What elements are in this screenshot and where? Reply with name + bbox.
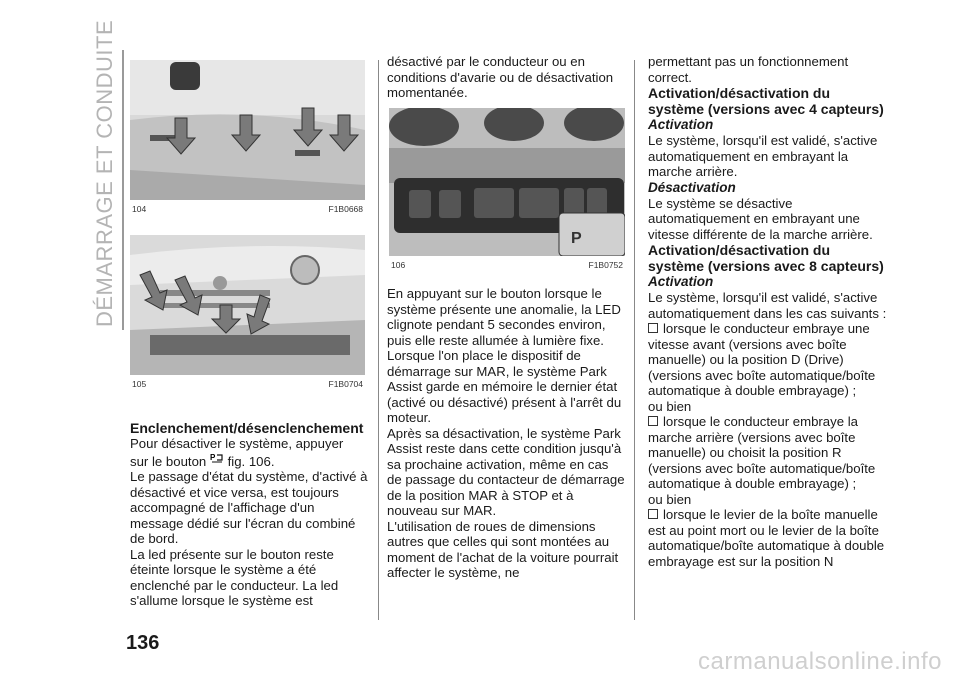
rear-bumper-illustration <box>130 60 365 200</box>
checkbox-bullet-icon <box>648 416 658 426</box>
paragraph: La led présente sur le bouton reste éteinte lorsque le système a été enclenché par le conducteur. La led s'allume lorsque le système est <box>130 546 339 608</box>
paragraph: Le système, lorsqu'il est validé, s'active automatiquement en embrayant la marche arrière. <box>648 133 878 179</box>
paragraph: Pour désactiver le système, appuyer sur le bouton P fig. 106. <box>130 436 344 469</box>
paragraph: En appuyant sur le bouton lorsque le système présente une anomalie, la LED clignote pendant 5 secondes environ, puis elle reste allumée à lumière fixe. <box>387 286 621 348</box>
figure-code: F1B0668 <box>328 204 363 214</box>
paragraph: désactivé par le conducteur ou en conditions d'avarie ou de désactivation momentanée. <box>387 54 614 100</box>
figure-106-image <box>389 108 625 256</box>
checkbox-bullet-icon <box>648 323 658 333</box>
park-assist-icon <box>210 452 224 464</box>
figure-105 <box>130 235 365 389</box>
figure-code: F1B0704 <box>328 379 363 389</box>
paragraph: Lorsque l'on place le dispositif de démarrage sur MAR, le système Park Assist garde en mémoire le dernier état (activé ou désactivé) présent à l'arrêt du moteur. <box>387 348 622 425</box>
section-heading: Activation/désactivation du système (versions avec 4 capteurs) <box>648 85 884 117</box>
figure-106 <box>389 108 625 270</box>
figure-number: 106 <box>391 260 406 270</box>
section-heading: Activation/désactivation du système (versions avec 8 capteurs) <box>648 242 884 274</box>
column-1 <box>130 420 368 609</box>
figure-104 <box>130 60 365 214</box>
center-console-illustration <box>389 108 625 256</box>
figure-104-image <box>130 60 365 200</box>
column-3 <box>648 54 888 569</box>
or-text: ou bien <box>648 491 692 507</box>
column-divider <box>378 60 379 620</box>
figure-number: 104 <box>132 204 147 214</box>
chapter-title-text: DÉMARRAGE ET CONDUITE <box>92 19 117 327</box>
figure-code: F1B0752 <box>588 260 623 270</box>
paragraph: permettant pas un fonctionnement correct. <box>648 54 849 85</box>
checkbox-bullet-icon <box>648 509 658 519</box>
paragraph: Après sa désactivation, le système Park Assist reste dans cette condition jusqu'à sa prochaine activation, même en cas de passage du contacteur de démarrage de la position MAR à STOP et à nouveau sur MAR. <box>387 425 625 518</box>
svg-text:P: P <box>571 230 582 247</box>
figure-105-image <box>130 235 365 375</box>
column-divider <box>634 60 635 620</box>
or-text: ou bien <box>648 398 692 414</box>
page-number: 136 <box>126 632 160 654</box>
column-2 <box>387 54 625 101</box>
column-2-body <box>387 286 625 581</box>
figure-number: 105 <box>132 379 147 389</box>
chapter-title <box>92 19 117 330</box>
section-heading: Enclenchement/désenclenchement <box>130 420 364 436</box>
subheading: Désactivation <box>648 179 736 195</box>
paragraph: Le système, lorsqu'il est validé, s'active automatiquement dans les cas suivants : <box>648 290 887 321</box>
figure-104-caption <box>130 200 365 214</box>
subheading: Activation <box>648 274 714 289</box>
bullet-item: lorsque le conducteur embraye une vitesse avant (versions avec boîte manuelle) ou la position D (Drive) (versions avec boîte automatique/boîte automatique à double embrayage) ; <box>648 321 876 398</box>
subheading: Activation <box>648 117 714 132</box>
paragraph: Le passage d'état du système, d'activé à désactivé et vice versa, est toujours accompagné de l'affichage d'un message dédié sur l'écran du combiné de bord. <box>130 469 368 546</box>
svg-text:P: P <box>209 452 216 462</box>
figure-105-caption <box>130 375 365 389</box>
front-bumper-illustration <box>130 235 365 375</box>
paragraph: L'utilisation de roues de dimensions autres que celles qui sont montées au moment de l'achat de la voiture pourrait affecter le système, ne <box>387 518 619 580</box>
bullet-item: lorsque le conducteur embraye la marche arrière (versions avec boîte manuelle) ou choisit la position R (versions avec boîte automatique/boîte automatique à double embrayage) ; <box>648 414 876 491</box>
watermark: carmanualsonline.info <box>698 648 942 675</box>
figure-106-caption <box>389 256 625 270</box>
paragraph: Le système se désactive automatiquement en embrayant une vitesse différente de la marche arrière. <box>648 195 873 242</box>
chapter-bar <box>122 50 124 330</box>
bullet-item: lorsque le levier de la boîte manuelle est au point mort ou le levier de la boîte automatique/boîte automatique à double embrayage est sur la position N <box>648 507 885 569</box>
